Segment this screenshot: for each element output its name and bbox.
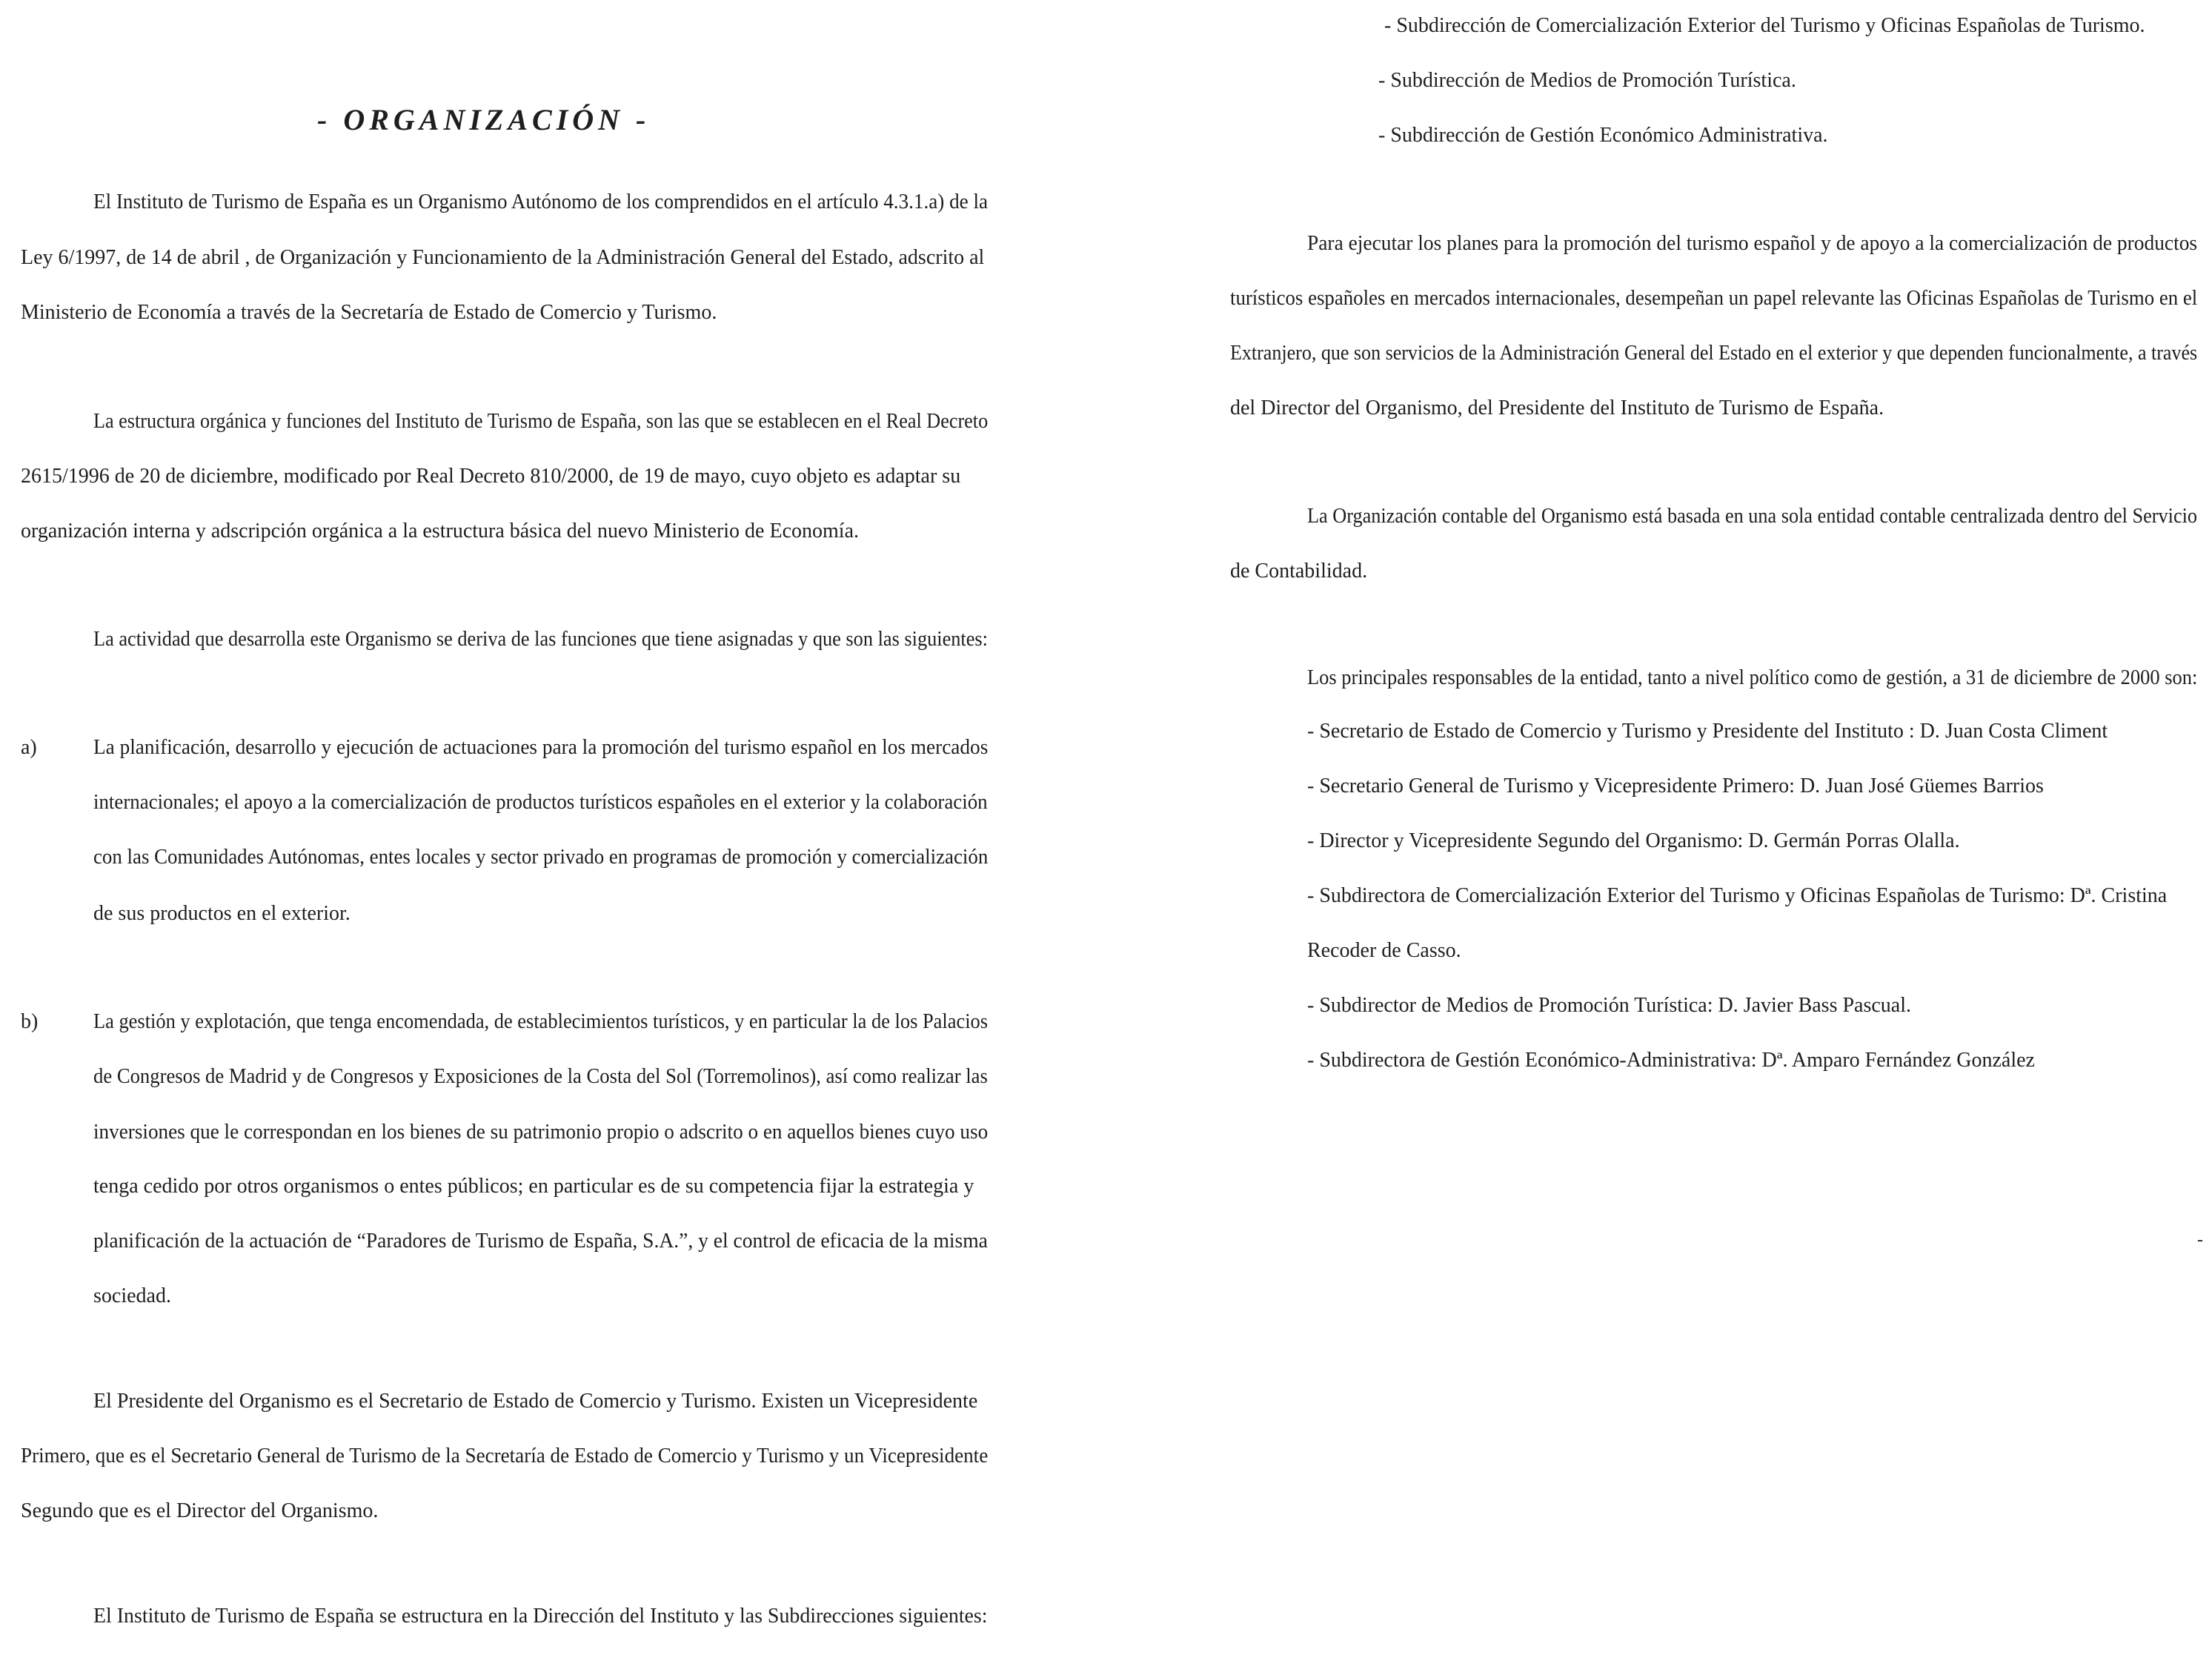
text-line: inversiones que le correspondan en los bienes de su patrimonio propio o adscrito o en aquellos bienes cuyo uso	[93, 1121, 989, 1144]
text-line: 2615/1996 de 20 de diciembre, modificado por Real Decreto 810/2000, de 19 de mayo, cuyo objeto es adaptar su	[21, 465, 961, 488]
list-marker: b)	[21, 1010, 39, 1033]
list-item: - Director y Vicepresidente Segundo del Organismo: D. Germán Porras Olalla.	[1307, 829, 1960, 852]
text-line: turísticos españoles en mercados internacionales, desempeñan un papel relevante las Oficinas Españolas de Turismo en el	[1230, 287, 2198, 310]
paragraph-responsables: Los principales responsables de la entidad, tanto a nivel político como de gestión, a 31 de diciembre de 2000 son:	[1307, 666, 2198, 689]
text-line: El Presidente del Organismo es el Secretario de Estado de Comercio y Turismo. Existen un Vicepresidente	[93, 1390, 978, 1413]
list-item: - Secretario de Estado de Comercio y Turismo y Presidente del Instituto : D. Juan Costa Climent	[1307, 720, 2108, 743]
paragraph-actividad: La actividad que desarrolla este Organismo se deriva de las funciones que tiene asignadas y que son las siguientes:	[93, 628, 988, 651]
text-line: La gestión y explotación, que tenga encomendada, de establecimientos turísticos, y en particular la de los Palacios	[93, 1010, 989, 1033]
text-line: sociedad.	[93, 1284, 171, 1307]
list-item: - Secretario General de Turismo y Vicepresidente Primero: D. Juan José Güemes Barrios	[1307, 775, 2044, 797]
list-item: - Subdirector de Medios de Promoción Turística: D. Javier Bass Pascual.	[1307, 994, 1912, 1017]
margin-mark: -	[2197, 1230, 2203, 1250]
text-line: de Congresos de Madrid y de Congresos y Exposiciones de la Costa del Sol (Torremolinos), así como realizar las	[93, 1065, 988, 1088]
paragraph-estructura-subdirecciones: El Instituto de Turismo de España se estructura en la Dirección del Instituto y las Subdirecciones siguientes:	[93, 1605, 988, 1628]
text-line: tenga cedido por otros organismos o entes públicos; en particular es de su competencia fijar la estrategia y	[93, 1175, 974, 1198]
text-line: Ley 6/1997, de 14 de abril , de Organización y Funcionamiento de la Administración General del Estado, adscrito al	[21, 246, 985, 269]
text-line: El Instituto de Turismo de España es un Organismo Autónomo de los comprendidos en el artículo 4.3.1.a) de la	[93, 190, 989, 213]
text-line: Extranjero, que son servicios de la Administración General del Estado en el exterior y que dependen funcionalmente, a través	[1230, 342, 2198, 365]
text-line: organización interna y adscripción orgánica a la estructura básica del nuevo Ministerio de Economía.	[21, 520, 859, 543]
text-line: internacionales; el apoyo a la comercialización de productos turísticos españoles en el exterior y la colaboración	[93, 791, 988, 814]
text-line: La Organización contable del Organismo está basada en una sola entidad contable centralizada dentro del Servicio	[1307, 505, 2198, 528]
page-title: - ORGANIZACIÓN -	[317, 103, 651, 136]
list-marker: a)	[21, 736, 37, 759]
text-line: Para ejecutar los planes para la promoción del turismo español y de apoyo a la comercialización de productos	[1307, 232, 2198, 255]
list-item: - Subdirección de Gestión Económico Administrativa.	[1378, 124, 1828, 147]
text-line: Ministerio de Economía a través de la Secretaría de Estado de Comercio y Turismo.	[21, 301, 717, 324]
text-line: La estructura orgánica y funciones del Instituto de Turismo de España, son las que se establecen en el Real Decreto	[93, 410, 989, 433]
list-item: - Subdirectora de Gestión Económico-Administrativa: Dª. Amparo Fernández González	[1307, 1049, 2035, 1072]
text-line: de Contabilidad.	[1230, 560, 1368, 583]
list-item: - Subdirección de Comercialización Exterior del Turismo y Oficinas Españolas de Turismo.	[1384, 14, 2145, 37]
text-line: Segundo que es el Director del Organismo.	[21, 1499, 379, 1522]
text-line: planificación de la actuación de “Paradores de Turismo de España, S.A.”, y el control de eficacia de la misma	[93, 1230, 988, 1253]
text-line: con las Comunidades Autónomas, entes locales y sector privado en programas de promoción y comercialización	[93, 846, 989, 869]
text-line: La planificación, desarrollo y ejecución de actuaciones para la promoción del turismo español en los mercados	[93, 736, 989, 759]
text-line: de sus productos en el exterior.	[93, 902, 351, 925]
list-item: - Subdirectora de Comercialización Exterior del Turismo y Oficinas Españolas de Turismo: Dª. Cristina	[1307, 884, 2168, 907]
list-item: Recoder de Casso.	[1307, 939, 1461, 962]
list-item: - Subdirección de Medios de Promoción Turística.	[1378, 69, 1796, 92]
text-line: Primero, que es el Secretario General de Turismo de la Secretaría de Estado de Comercio y Turismo y un Vicepresidente	[21, 1445, 989, 1467]
text-line: del Director del Organismo, del Presidente del Instituto de Turismo de España.	[1230, 397, 1884, 419]
